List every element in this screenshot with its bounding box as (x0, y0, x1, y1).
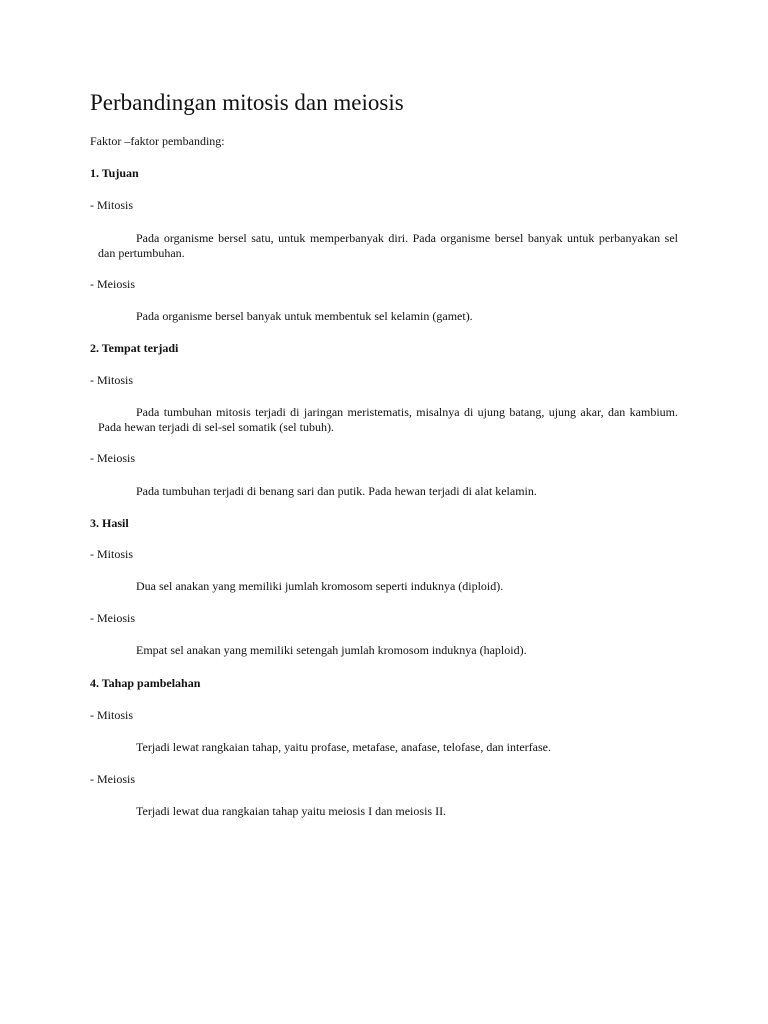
item-label-mitosis: - Mitosis (90, 547, 134, 561)
item-label-meiosis: - Meiosis (90, 611, 135, 625)
section-heading-tahap-pambelahan: 4. Tahap pambelahan (90, 676, 201, 690)
item-label-meiosis: - Meiosis (90, 277, 135, 291)
item-label-mitosis: - Mitosis (90, 198, 134, 212)
section-heading-hasil: 3. Hasil (90, 516, 129, 530)
section-heading-tujuan: 1. Tujuan (90, 166, 139, 180)
item-label-mitosis: - Mitosis (90, 373, 134, 387)
item-label-meiosis: - Meiosis (90, 772, 135, 786)
item-text-meiosis: Empat sel anakan yang memiliki setengah jumlah kromosom induknya (haploid). (136, 643, 527, 657)
item-text-meiosis: Terjadi lewat dua rangkaian tahap yaitu meiosis I dan meiosis II. (136, 804, 447, 818)
item-text-meiosis: Pada tumbuhan terjadi di benang sari dan putik. Pada hewan terjadi di alat kelamin. (136, 484, 537, 498)
item-text-mitosis: Terjadi lewat rangkaian tahap, yaitu profase, metafase, anafase, telofase, dan interfase. (136, 740, 551, 754)
page-title: Perbandingan mitosis dan meiosis (90, 90, 404, 115)
section-heading-tempat-terjadi: 2. Tempat terjadi (90, 341, 179, 355)
item-label-mitosis: - Mitosis (90, 708, 134, 722)
item-label-meiosis: - Meiosis (90, 451, 135, 465)
item-text-mitosis: Pada tumbuhan mitosis terjadi di jaringan meristematis, misalnya di ujung batang, ujung akar, dan kambium. Pada hewan terjadi di sel-sel somatik (sel tubuh). (98, 405, 678, 434)
item-text-mitosis: Pada organisme bersel satu, untuk memperbanyak diri. Pada organisme bersel banyak untuk perbanyakan sel dan pertumbuhan. (98, 231, 678, 260)
item-text-mitosis: Dua sel anakan yang memiliki jumlah kromosom seperti induknya (diploid). (136, 579, 504, 593)
intro-text: Faktor –faktor pembanding: (90, 134, 225, 148)
item-text-meiosis: Pada organisme bersel banyak untuk membentuk sel kelamin (gamet). (136, 309, 473, 323)
